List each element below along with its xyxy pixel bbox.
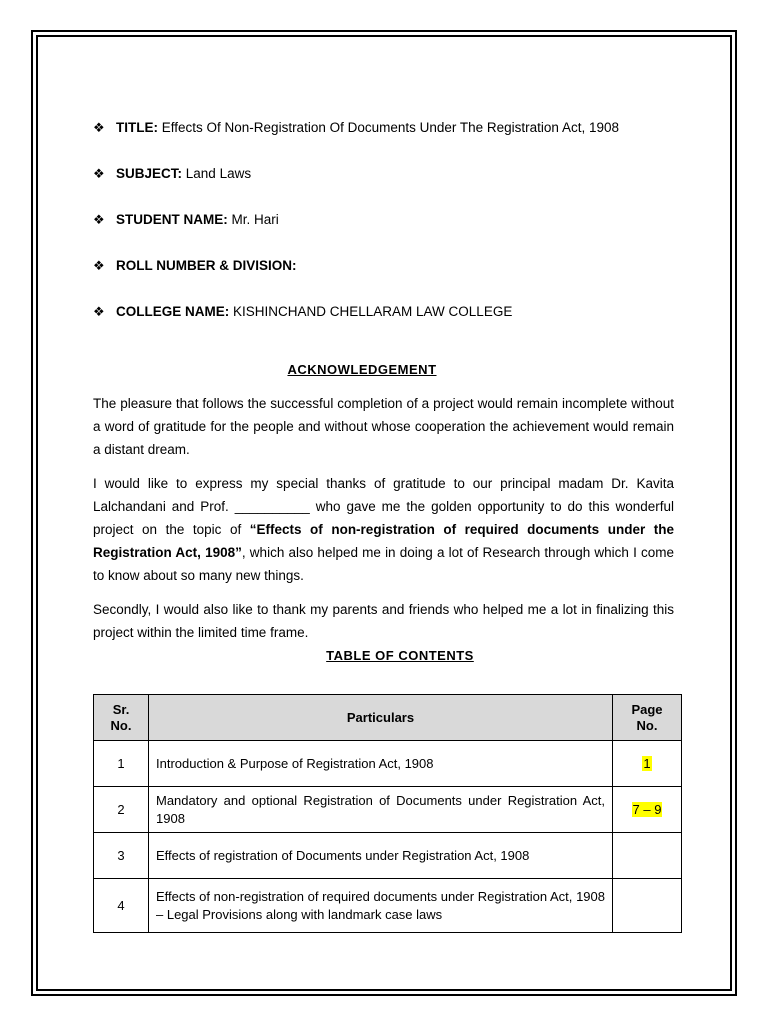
info-label: SUBJECT: xyxy=(116,166,183,181)
cell-sr: 3 xyxy=(94,833,149,879)
info-title xyxy=(93,120,619,136)
info-college-name xyxy=(93,304,512,320)
cell-page xyxy=(613,879,682,933)
cell-page xyxy=(613,741,682,787)
paragraph-text: , which also helped me in doing a lot of Research through which I come to know about so many new things. xyxy=(93,545,674,583)
cell-particulars: Effects of registration of Documents under Registration Act, 1908 xyxy=(149,833,613,879)
page-highlight: 7 – 9 xyxy=(632,802,662,817)
acknowledgement-paragraph-3: Secondly, I would also like to thank my parents and friends who helped me a lot in finalizing this project within the limited time frame. xyxy=(93,602,674,640)
table-row xyxy=(94,879,682,933)
info-value: KISHINCHAND CHELLARAM LAW COLLEGE xyxy=(233,304,513,319)
cell-sr: 1 xyxy=(94,741,149,787)
info-label: STUDENT NAME: xyxy=(116,212,228,227)
info-value: Land Laws xyxy=(185,166,252,181)
project-topic: “Effects of non-registration of required documents under the Registration Act, 1908” xyxy=(93,522,674,560)
diamond-bullet-icon: ❖ xyxy=(93,304,105,319)
info-label: COLLEGE NAME: xyxy=(116,304,230,319)
header-particulars: Particulars xyxy=(149,695,613,741)
table-of-contents xyxy=(93,694,682,933)
page-highlight: 1 xyxy=(643,756,651,771)
cell-particulars: Effects of non-registration of required documents under Registration Act, 1908 – Legal Provisions along with landmark case laws xyxy=(149,879,613,933)
diamond-bullet-icon: ❖ xyxy=(93,120,105,135)
info-label: ROLL NUMBER & DIVISION: xyxy=(116,258,297,273)
acknowledgement-heading: ACKNOWLEDGEMENT xyxy=(287,362,437,377)
cell-page xyxy=(613,787,682,833)
info-subject xyxy=(93,166,251,182)
diamond-bullet-icon: ❖ xyxy=(93,258,105,273)
info-label: TITLE: xyxy=(116,120,158,135)
header-page-no: Page No. xyxy=(613,695,682,741)
cell-sr: 2 xyxy=(94,787,149,833)
paragraph-text: I would like to express my special thanks of gratitude to our principal madam Dr. Kavita Lalchandani and Prof. __________ who gave me the golden opportunity to do this wonderful project on the topic of xyxy=(93,476,674,537)
cell-particulars: Introduction & Purpose of Registration Act, 1908 xyxy=(149,741,613,787)
table-row xyxy=(94,833,682,879)
table-header-row xyxy=(94,695,682,741)
diamond-bullet-icon: ❖ xyxy=(93,212,105,227)
cell-page xyxy=(613,833,682,879)
table-row xyxy=(94,741,682,787)
table-row xyxy=(94,787,682,833)
acknowledgement-paragraph-2 xyxy=(93,472,674,587)
info-value: Mr. Hari xyxy=(231,212,279,227)
cell-sr: 4 xyxy=(94,879,149,933)
cell-particulars: Mandatory and optional Registration of Documents under Registration Act, 1908 xyxy=(149,787,613,833)
toc-heading: TABLE OF CONTENTS xyxy=(326,648,474,663)
info-student-name xyxy=(93,212,279,228)
acknowledgement-paragraph-1: The pleasure that follows the successful completion of a project would remain incomplete without a word of gratitude for the people and without whose cooperation the achievement would remain a distant dream. xyxy=(93,396,674,457)
info-value: Effects Of Non-Registration Of Documents Under The Registration Act, 1908 xyxy=(161,120,619,135)
diamond-bullet-icon: ❖ xyxy=(93,166,105,181)
header-sr-no: Sr. No. xyxy=(94,695,149,741)
info-roll-number xyxy=(93,258,297,274)
